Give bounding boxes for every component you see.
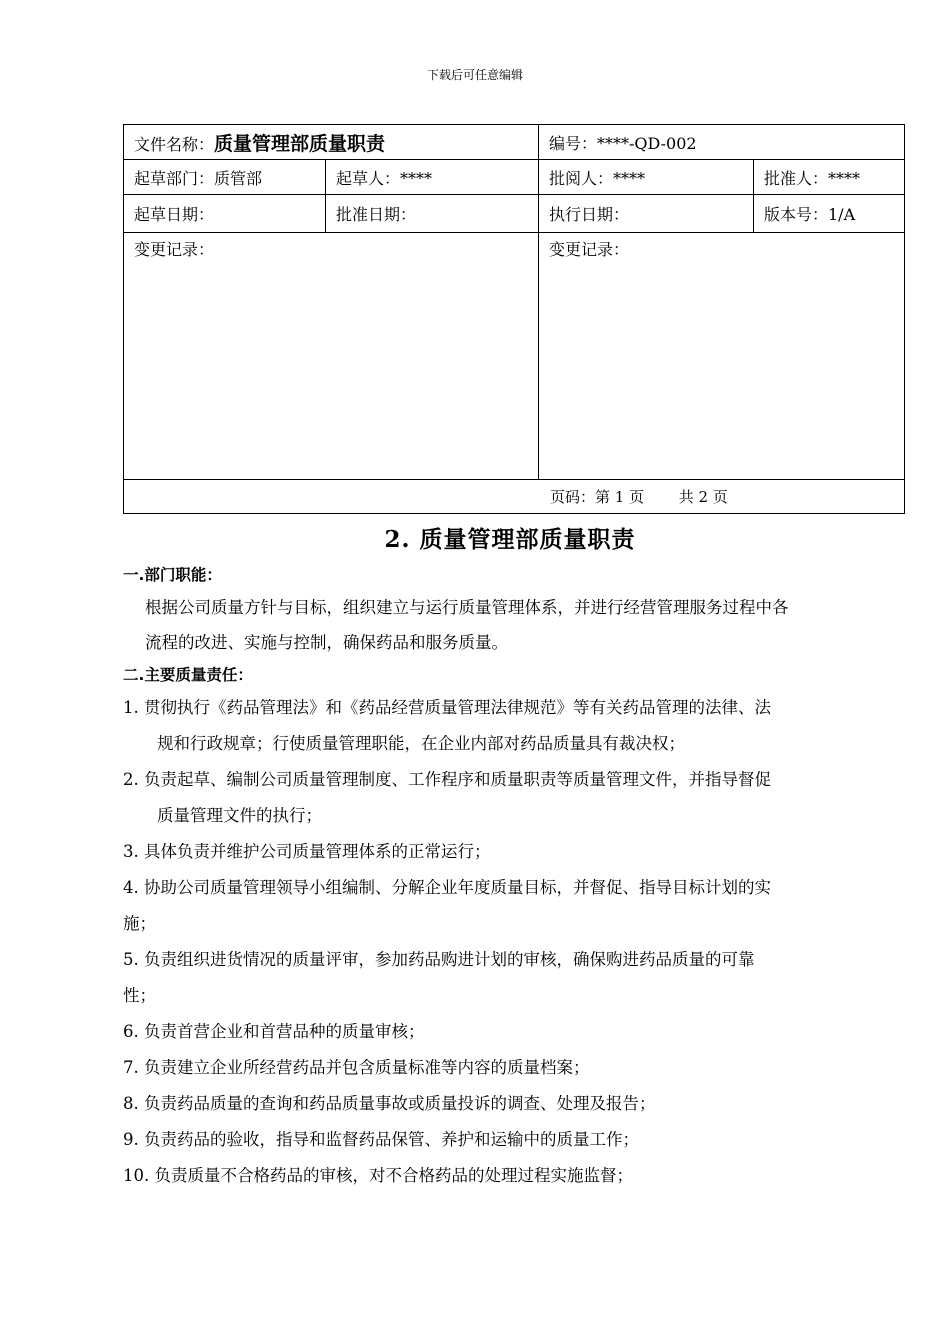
section-heading-functions: 一.部门职能： bbox=[123, 566, 222, 584]
approver: 批准人：**** bbox=[754, 160, 905, 195]
file-name-cell bbox=[124, 125, 539, 160]
file-name-label: 文件名称： bbox=[134, 134, 215, 154]
change-record-left: 变更记录： bbox=[124, 233, 539, 480]
list-item bbox=[123, 762, 903, 834]
functions-line-2: 流程的改进、实施与控制，确保药品和服务质量。 bbox=[145, 633, 508, 652]
list-item-continuation: 施； bbox=[123, 914, 156, 933]
section-heading-responsibilities: 二.主要质量责任： bbox=[123, 666, 253, 684]
list-item bbox=[123, 870, 903, 942]
list-item-continuation: 规和行政规章；行使质量管理职能，在企业内部对药品质量具有裁决权； bbox=[157, 734, 685, 753]
list-item-line: 9. 负责药品的验收，指导和监督药品保管、养护和运输中的质量工作； bbox=[123, 1130, 639, 1149]
list-item-continuation: 质量管理文件的执行； bbox=[157, 806, 322, 825]
list-item-line: 3. 具体负责并维护公司质量管理体系的正常运行； bbox=[123, 842, 491, 861]
list-item bbox=[123, 1014, 903, 1050]
list-item-line: 1. 贯彻执行《药品管理法》和《药品经营质量管理法律规范》等有关药品管理的法律、法 bbox=[123, 698, 771, 717]
page-total: 共 2 页 bbox=[678, 488, 728, 506]
list-item-line: 8. 负责药品质量的查询和药品质量事故或质量投诉的调查、处理及报告； bbox=[123, 1094, 656, 1113]
list-item bbox=[123, 1158, 903, 1194]
list-item bbox=[123, 942, 903, 1014]
drafter: 起草人：**** bbox=[326, 160, 539, 195]
functions-line-1: 根据公司质量方针与目标，组织建立与运行质量管理体系，并进行经营管理服务过程中各 bbox=[145, 598, 789, 617]
draft-department: 起草部门：质管部 bbox=[124, 160, 326, 195]
reviewer: 批阅人：**** bbox=[539, 160, 754, 195]
draft-date: 起草日期： bbox=[124, 195, 326, 233]
list-item bbox=[123, 834, 903, 870]
list-item-line: 2. 负责起草、编制公司质量管理制度、工作程序和质量职责等质量管理文件，并指导督促 bbox=[123, 770, 771, 789]
list-item bbox=[123, 1122, 903, 1158]
list-item-line: 4. 协助公司质量管理领导小组编制、分解企业年度质量目标，并督促、指导目标计划的实 bbox=[123, 878, 771, 897]
list-item-line: 7. 负责建立企业所经营药品并包含质量标准等内容的质量档案； bbox=[123, 1058, 590, 1077]
list-item-continuation: 性； bbox=[123, 986, 156, 1005]
list-item-line: 6. 负责首营企业和首营品种的质量审核； bbox=[123, 1022, 425, 1041]
change-record-right: 变更记录： bbox=[539, 233, 905, 480]
list-item bbox=[123, 1050, 903, 1086]
document-body bbox=[123, 560, 903, 1194]
header-note: 下载后可任意编辑 bbox=[426, 68, 523, 82]
document-code: 编号：****-QD-002 bbox=[539, 125, 905, 160]
list-item-line: 10. 负责质量不合格药品的审核，对不合格药品的处理过程实施监督； bbox=[123, 1166, 633, 1185]
document-title: 2. 质量管理部质量职责 bbox=[384, 526, 636, 553]
list-item-line: 5. 负责组织进货情况的质量评审，参加药品购进计划的审核，确保购进药品质量的可靠 bbox=[123, 950, 755, 969]
list-item bbox=[123, 1086, 903, 1122]
list-item bbox=[123, 690, 903, 762]
version-number: 版本号：1/A bbox=[754, 195, 905, 233]
page-number: 页码：第 1 页 bbox=[550, 488, 645, 506]
page-indicator bbox=[124, 480, 905, 514]
execution-date: 执行日期： bbox=[539, 195, 754, 233]
approve-date: 批准日期： bbox=[326, 195, 539, 233]
file-name-value: 质量管理部质量职责 bbox=[214, 132, 386, 155]
document-info-table bbox=[123, 124, 905, 514]
